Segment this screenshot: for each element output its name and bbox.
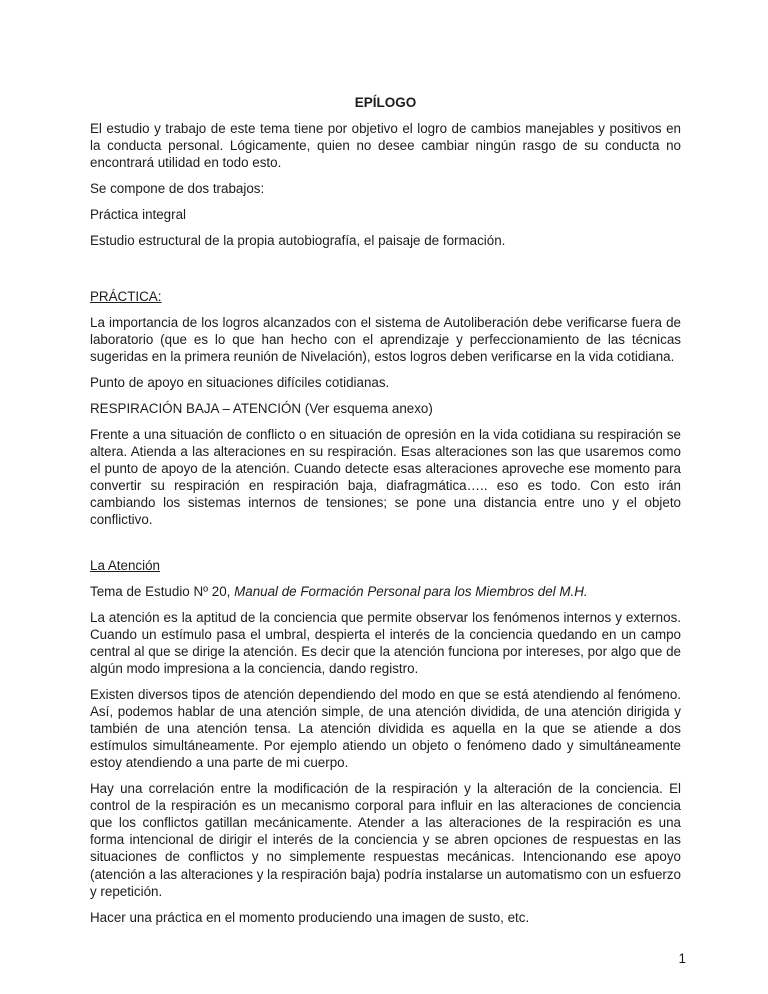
paragraph-atencion-1: La atención es la aptitud de la conciencia que permite observar los fenómenos internos y externos. Cuando un estímulo pasa el umbral, despierta el interés de la conciencia quedando en un campo central al que se dirige la atención. Es decir que la atención funciona por intereses, por algo que de algún modo impresiona a la conciencia, dando registro. (90, 610, 681, 677)
paragraph-practica-1: La importancia de los logros alcanzados con el sistema de Autoliberación debe verificarse fuera de laboratorio (que es lo que han hecho con el aprendizaje y perfeccionamiento de las técnicas sugeridas en la primera reunión de Nivelación), estos logros deben verificarse en la vida cotidiana. (90, 315, 681, 365)
source-prefix: Tema de Estudio Nº 20, (90, 584, 235, 600)
paragraph-intro-1: El estudio y trabajo de este tema tiene por objetivo el logro de cambios manejables y positivos en la conducta personal. Lógicamente, quien no desee cambiar ningún rasgo de su conducta no encontrará utilidad en todo esto. (90, 121, 681, 171)
page-number: 1 (678, 951, 686, 966)
section-heading-practica: PRÁCTICA: (90, 289, 162, 305)
paragraph-intro-4: Estudio estructural de la propia autobiografía, el paisaje de formación. (90, 233, 506, 249)
section-heading-atencion: La Atención (90, 558, 160, 574)
paragraph-atencion-4: Hacer una práctica en el momento produciendo una imagen de susto, etc. (90, 909, 530, 925)
paragraph-atencion-3: Hay una correlación entre la modificación de la respiración y la alteración de la conciencia. El control de la respiración es un mecanismo corporal para influir en las alteraciones de conciencia que los conflictos gatillan mecánicamente. Atender a las alteraciones de la respiración es una forma intencional de dirigir el interés de la conciencia y se abren opciones de respuestas en las situaciones de conflictos y no simplemente respuestas mecánicas. Intencionando ese apoyo (atención a las alteraciones y la respiración baja) podría instalarse un automatismo con un esfuerzo y repetición. (90, 781, 681, 899)
paragraph-atencion-source (90, 583, 681, 600)
paragraph-intro-3: Práctica integral (90, 207, 187, 223)
paragraph-practica-4: Frente a una situación de conflicto o en situación de opresión en la vida cotidiana su respiración se altera. Atienda a las alteraciones en su respiración. Esas alteraciones son las que usaremos como el punto de apoyo de la atención. Cuando detecte esas alteraciones aproveche ese momento para convertir su respiración en respiración baja, diafragmática….. eso es todo. Con esto irán cambiando los sistemas internos de tensiones; se pone una distancia entre uno y el objeto conflictivo. (90, 427, 681, 528)
paragraph-practica-3: RESPIRACIÓN BAJA – ATENCIÓN (Ver esquema anexo) (90, 401, 433, 417)
paragraph-practica-2: Punto de apoyo en situaciones difíciles cotidianas. (90, 375, 390, 391)
page-title: EPÍLOGO (354, 95, 417, 110)
source-title: Manual de Formación Personal para los Miembros del M.H. (234, 584, 588, 600)
paragraph-intro-2: Se compone de dos trabajos: (90, 181, 265, 197)
paragraph-atencion-2: Existen diversos tipos de atención dependiendo del modo en que se está atendiendo al fenómeno. Así, podemos hablar de una atención simple, de una atención dividida, de una atención dirigida y también de una atención tensa. La atención dividida es aquella en la que se atiende a dos estímulos simultáneamente. Por ejemplo atiendo un objeto o fenómeno dado y simultáneamente estoy atendiendo a una parte de mi cuerpo. (90, 687, 681, 771)
